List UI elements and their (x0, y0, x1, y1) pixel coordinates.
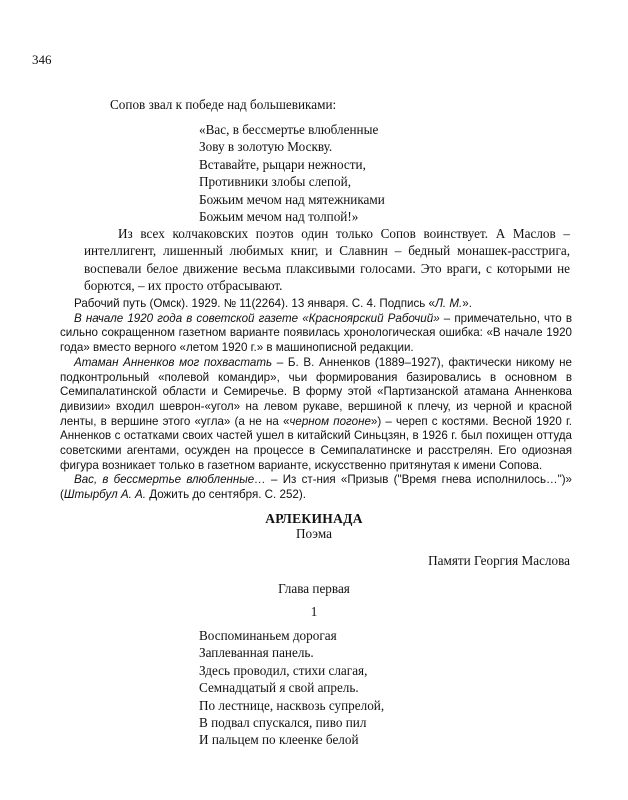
poem2-line: В подвал спускался, пиво пил (199, 715, 367, 731)
poem2-line: По лестнице, насквозь супрелой, (199, 697, 385, 713)
note-3-text: – Б. В. Анненков (1889–1927), фактически никому не подконтрольный «полевой командир», чьи формирования базировались в основном в Семипалатинской области и Семиречье. В форму этой «Партизанской атамана Анненкова дивизии» входил шеврон-«угол» на левом рукаве, вершиной к плечу, из черной и красной ленты, в вершине этого «угла» (а не на « (60, 355, 572, 428)
section-number: 1 (310, 604, 318, 619)
note-3 (60, 356, 572, 474)
poem2-line: И пальцем по клеенке белой (199, 732, 359, 748)
dedication: Памяти Георгия Маслова (428, 553, 570, 568)
note-4-italic: Вас, в бессмертье влюбленные… (74, 473, 266, 487)
note-2 (60, 312, 572, 356)
note-1-italic: Л. М. (434, 297, 463, 310)
footnotes (60, 297, 572, 503)
note-1-text: Рабочий путь (Омск). 1929. № 11(2264). 13 января. С. 4. Подпись « (74, 297, 435, 310)
note-1-end: ». (462, 297, 472, 310)
intro-line: Сопов звал к победе над большевиками: (110, 97, 337, 112)
poem2-line: Воспоминаньем дорогая (199, 628, 337, 643)
page-number: 346 (32, 52, 52, 67)
note-3-italic: Атаман Анненков мог похвастать (74, 355, 273, 369)
note-3-text-2: ») – череп с костями. Весной 1920 г. Анненков с остатками своих частей ушел в китайский Синьцзян, в 1926 г. был похищен оттуда советскими агентами, осужден на процессе в Семипалатинске и расстрелян. Его одиозная фигура возникает только в газетном варианте, искусственно притянутая к имени Сопова. (60, 414, 572, 472)
poem-line: Божьим мечом над толпой!» (199, 209, 359, 225)
poem-line: Божьим мечом над мятежниками (199, 191, 385, 207)
poem-title: АРЛЕКИНАДА (265, 511, 363, 526)
poem-line: Зову в золотую Москву. (199, 139, 333, 155)
poem-body (199, 627, 579, 749)
note-1 (60, 297, 572, 312)
note-4-text: – Из ст-ния «Призыв ("Время гнева исполнилось…")» ( (60, 473, 573, 502)
poem2-line: Заплеванная панель. (199, 645, 314, 661)
poem-subtitle: Поэма (296, 526, 332, 541)
poem2-line: Семнадцатый я свой апрель. (199, 680, 359, 696)
poem-line: Вставайте, рыцари нежности, (199, 156, 366, 172)
note-4 (60, 473, 572, 502)
note-4-text-2: Дожить до сентября. С. 252). (146, 488, 306, 502)
poem-line: «Вас, в бессмертье влюбленные (199, 122, 379, 137)
body-paragraph: Из всех колчаковских поэтов один только Сопов воинствует. А Маслов – интеллигент, лишенный любимых книг, и Славнин – бедный монашек-расстрига, воспевали белое движение весьма плаксивыми голосами. Это враги, с которыми не борются, – их просто отбрасывают. (84, 226, 570, 294)
poem2-line: Здесь проводил, стихи слагая, (199, 662, 368, 678)
note-3-italic-2: черном погоне (289, 414, 371, 428)
note-4-italic-2: Штырбул А. А. (63, 488, 147, 502)
note-2-text: – примечательно, что в сильно сокращенном газетном варианте появилась хронологическая ошибка: «В начале 1920 года» вместо верного «летом 1920 г.» в машинописной редакции. (60, 311, 573, 355)
poem-line: Противники злобы слепой, (199, 174, 352, 190)
note-2-italic: В начале 1920 года в советской газете «Красноярский Рабочий» (74, 311, 440, 325)
poem-quote (199, 121, 579, 225)
chapter-heading: Глава первая (278, 581, 350, 596)
